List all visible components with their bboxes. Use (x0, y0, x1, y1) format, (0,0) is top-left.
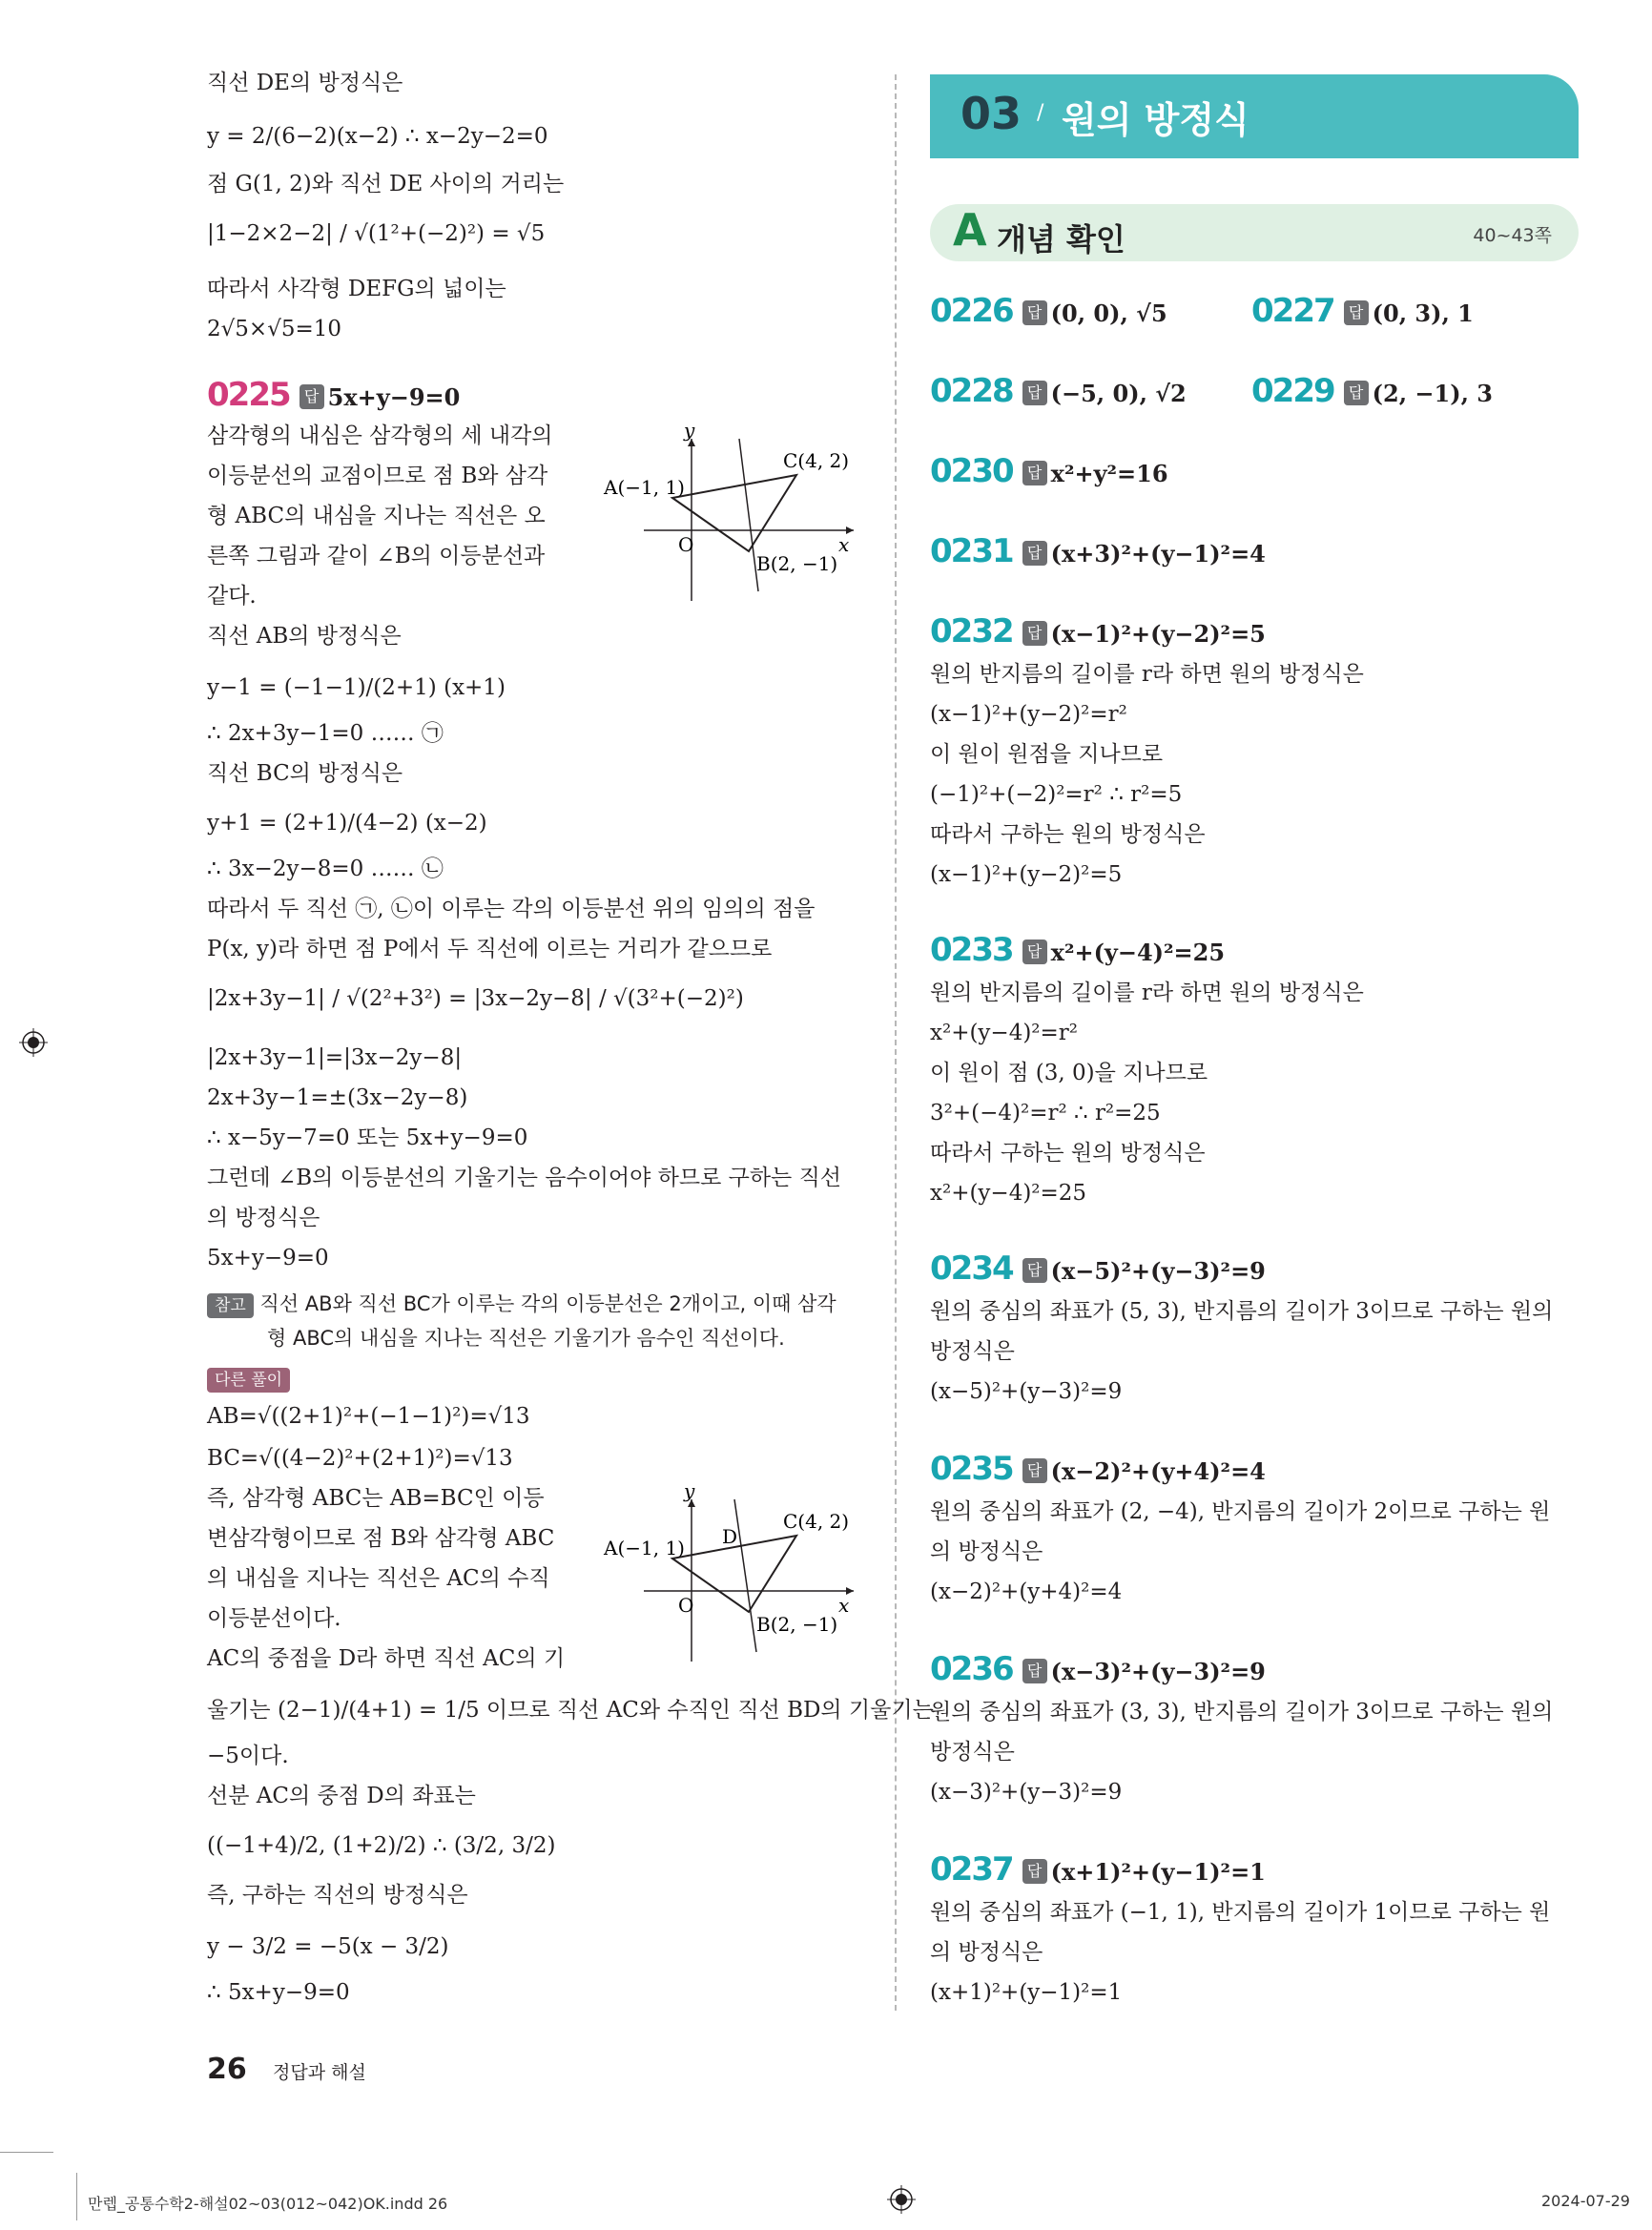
text-line: 삼각형의 내심은 삼각형의 세 내각의 (207, 423, 553, 448)
point-a-label: A(−1, 1) (604, 476, 685, 499)
question-number: 0235 (930, 1450, 1013, 1488)
text-line: 의 방정식은 (930, 1539, 1043, 1564)
equation-line: |1−2×2−2| / √(1²+(−2)²) = √5 (207, 221, 546, 246)
concept-pages: 40~43쪽 (1473, 225, 1552, 246)
equation-line: AB=√((2+1)²+(−1−1)²)=√13 (207, 1404, 530, 1429)
text-line: 직선 BC의 방정식은 (207, 761, 403, 786)
answer-badge: 답 (1022, 621, 1047, 646)
text-line: 원의 중심의 좌표가 (2, −4), 반지름의 길이가 2이므로 구하는 원 (930, 1499, 1551, 1524)
answer-text: x²+y²=16 (1050, 460, 1168, 487)
answer-text: (−5, 0), √2 (1050, 380, 1187, 407)
equation-line: x²+(y−4)²=25 (930, 1181, 1087, 1206)
text-line: 따라서 구하는 원의 방정식은 (930, 1141, 1206, 1166)
point-a-label: A(−1, 1) (604, 1537, 685, 1559)
question-229 (1251, 372, 1493, 416)
question-228 (930, 372, 1187, 416)
triangle-figure-with-midpoint (596, 1480, 873, 1671)
equation-line: (x−2)²+(y+4)²=4 (930, 1580, 1123, 1604)
answer-badge: 답 (1022, 300, 1047, 325)
answer-badge: 답 (1022, 381, 1047, 405)
section-number: 03 (960, 88, 1022, 139)
answer-text: (2, −1), 3 (1372, 380, 1493, 407)
text-line: 점 G(1, 2)와 직선 DE 사이의 거리는 (207, 172, 565, 196)
question-number: 0229 (1251, 372, 1334, 410)
point-b-label: B(2, −1) (756, 552, 838, 575)
answer-badge: 답 (1344, 300, 1369, 325)
question-235 (930, 1450, 1266, 1494)
answer-text: 5x+y−9=0 (327, 383, 461, 411)
text-line: 직선 AB의 방정식은 (207, 624, 402, 649)
print-file-name: 만렙_공통수학2-해설02~03(012~042)OK.indd 26 (88, 2195, 448, 2213)
answer-text: (0, 0), √5 (1050, 299, 1167, 327)
question-227 (1251, 292, 1474, 336)
text-line: 따라서 두 직선 ㉠, ㉡이 이루는 각의 이등분선 위의 임의의 점을 (207, 897, 816, 921)
question-number: 0233 (930, 931, 1013, 969)
concept-label: 개념 확인 (997, 221, 1125, 258)
answer-badge: 답 (1022, 1258, 1047, 1283)
equation-line: ∴ 3x−2y−8=0 …… ㉡ (207, 857, 444, 881)
text-line: 울기는 (2−1)/(4+1) = 1/5 이므로 직선 AC와 수직인 직선 BD의 기울기는 (207, 1698, 934, 1723)
equation-line: 5x+y−9=0 (207, 1246, 329, 1270)
origin-label: O (678, 1594, 694, 1617)
alt-solution-header (207, 1362, 290, 1394)
text-line: 원의 반지름의 길이를 r라 하면 원의 방정식은 (930, 662, 1364, 687)
question-number: 0226 (930, 292, 1013, 330)
origin-label: O (678, 533, 694, 556)
section-slash: / (1037, 101, 1044, 125)
equation-line: y+1 = (2+1)/(4−2) (x−2) (207, 811, 487, 836)
text-line: 이 원이 원점을 지나므로 (930, 742, 1164, 767)
answer-badge: 답 (1022, 541, 1047, 566)
answer-badge: 답 (1022, 1458, 1047, 1483)
text-line: 의 방정식은 (207, 1206, 320, 1230)
section-banner (930, 74, 1579, 158)
equation-line: ∴ 5x+y−9=0 (207, 1980, 350, 2005)
answer-badge: 답 (299, 384, 324, 409)
question-number: 0236 (930, 1650, 1013, 1688)
page-label: 정답과 해설 (273, 2062, 366, 2083)
equation-line: (x−1)²+(y−2)²=5 (930, 862, 1123, 887)
text-line: 변삼각형이므로 점 B와 삼각형 ABC (207, 1526, 555, 1551)
text-line: 원의 중심의 좌표가 (5, 3), 반지름의 길이가 3이므로 구하는 원의 (930, 1299, 1554, 1324)
question-226 (930, 292, 1167, 336)
section-title: 원의 방정식 (1062, 99, 1249, 141)
equation-line: y − 3/2 = −5(x − 3/2) (207, 1934, 449, 1959)
text-line: 선분 AC의 중점 D의 좌표는 (207, 1784, 476, 1808)
text-line: 즉, 구하는 직선의 방정식은 (207, 1883, 468, 1908)
equation-line: BC=√((4−2)²+(2+1)²)=√13 (207, 1446, 513, 1471)
equation-line: (x−5)²+(y−3)²=9 (930, 1379, 1123, 1404)
answer-badge: 답 (1022, 939, 1047, 964)
registration-mark-icon (887, 2185, 916, 2214)
text-line: 원의 중심의 좌표가 (3, 3), 반지름의 길이가 3이므로 구하는 원의 (930, 1700, 1554, 1724)
question-number: 0230 (930, 452, 1013, 490)
text-line: 원의 중심의 좌표가 (−1, 1), 반지름의 길이가 1이므로 구하는 원 (930, 1900, 1551, 1925)
question-230 (930, 452, 1168, 496)
text-line: 그런데 ∠B의 이등분선의 기울기는 음수이어야 하므로 구하는 직선 (207, 1166, 842, 1190)
text-line: 따라서 구하는 원의 방정식은 (930, 822, 1206, 847)
equation-line: (−1)²+(−2)²=r² ∴ r²=5 (930, 782, 1183, 807)
question-232 (930, 612, 1266, 656)
text-line: 원의 반지름의 길이를 r라 하면 원의 방정식은 (930, 981, 1364, 1005)
x-axis-label: x (838, 1594, 850, 1617)
equation-line: 3²+(−4)²=r² ∴ r²=25 (930, 1101, 1161, 1125)
text-line: 형 ABC의 내심을 지나는 직선은 오 (207, 504, 546, 528)
x-axis-label: x (838, 533, 850, 556)
crop-mark (0, 2152, 53, 2153)
text-line: 따라서 사각형 DEFG의 넓이는 (207, 277, 506, 301)
question-234 (930, 1249, 1266, 1293)
point-d-label: D (722, 1525, 738, 1548)
text-line: AC의 중점을 D라 하면 직선 AC의 기 (207, 1646, 566, 1671)
equation-line: (x−1)²+(y−2)²=r² (930, 702, 1127, 727)
answer-badge: 답 (1022, 1859, 1047, 1884)
question-number: 0232 (930, 612, 1013, 650)
equation-line: (x+1)²+(y−1)²=1 (930, 1980, 1123, 2005)
note-text: 형 ABC의 내심을 지나는 직선은 기울기가 음수인 직선이다. (267, 1327, 785, 1350)
equation-line: y = 2/(6−2)(x−2) ∴ x−2y−2=0 (207, 124, 548, 149)
text-line: 방정식은 (930, 1740, 1015, 1765)
answer-text: (x−3)²+(y−3)²=9 (1050, 1658, 1266, 1685)
text-line: 른쪽 그림과 같이 ∠B의 이등분선과 (207, 544, 546, 568)
equation-line: ((−1+4)/2, (1+2)/2) ∴ (3/2, 3/2) (207, 1833, 556, 1858)
question-225-header (207, 376, 460, 420)
y-axis-label: y (684, 420, 695, 442)
text-line: 이등분선이다. (207, 1606, 341, 1631)
page-number: 26 (207, 2053, 247, 2086)
point-b-label: B(2, −1) (756, 1613, 838, 1636)
text-line: 이 원이 점 (3, 0)을 지나므로 (930, 1061, 1208, 1085)
note-badge: 참고 (207, 1293, 254, 1318)
equation-line: (x−3)²+(y−3)²=9 (930, 1780, 1123, 1805)
answer-text: (x−5)²+(y−3)²=9 (1050, 1257, 1266, 1285)
question-236 (930, 1650, 1266, 1694)
question-number: 0228 (930, 372, 1013, 410)
answer-badge: 답 (1344, 381, 1369, 405)
answer-text: (x−1)²+(y−2)²=5 (1050, 620, 1266, 648)
question-number: 0231 (930, 532, 1013, 570)
text-line: 즉, 삼각형 ABC는 AB=BC인 이등 (207, 1486, 545, 1511)
text-line: 방정식은 (930, 1339, 1015, 1364)
question-233 (930, 931, 1225, 975)
answer-badge: 답 (1022, 461, 1047, 485)
crop-mark (76, 2173, 77, 2220)
registration-mark-icon (19, 1028, 48, 1057)
y-axis-label: y (684, 1480, 695, 1502)
text-line: 의 방정식은 (930, 1940, 1043, 1965)
question-number: 0225 (207, 376, 290, 414)
print-date: 2024-07-29 (1541, 2192, 1630, 2210)
answer-badge: 답 (1022, 1659, 1047, 1683)
note-text: 직선 AB와 직선 BC가 이루는 각의 이등분선은 2개이고, 이때 삼각 (259, 1292, 836, 1315)
alt-solution-badge: 다른 풀이 (207, 1368, 290, 1393)
text-line: 같다. (207, 584, 257, 609)
note-line (207, 1288, 836, 1320)
answer-text: (x+3)²+(y−1)²=4 (1050, 540, 1266, 568)
text-line: 이등분선의 교점이므로 점 B와 삼각 (207, 464, 548, 488)
text-line: 직선 DE의 방정식은 (207, 71, 403, 95)
question-number: 0237 (930, 1850, 1013, 1889)
concept-check-bar (930, 204, 1579, 261)
point-c-label: C(4, 2) (783, 449, 850, 472)
equation-line: |2x+3y−1| / √(2²+3²) = |3x−2y−8| / √(3²+(−2)²) (207, 986, 744, 1011)
equation-line: ∴ 2x+3y−1=0 …… ㉠ (207, 721, 444, 746)
text-line: P(x, y)라 하면 점 P에서 두 직선에 이르는 거리가 같으므로 (207, 937, 773, 961)
text-line: −5이다. (207, 1744, 289, 1768)
text-line: 의 내심을 지나는 직선은 AC의 수직 (207, 1566, 550, 1591)
answer-text: (x−2)²+(y+4)²=4 (1050, 1457, 1266, 1485)
answer-text: (0, 3), 1 (1372, 299, 1474, 327)
equation-line: 2√5×√5=10 (207, 317, 342, 341)
question-237 (930, 1850, 1266, 1894)
concept-letter: A (953, 204, 987, 256)
equation-line: |2x+3y−1|=|3x−2y−8| (207, 1045, 463, 1070)
equation-line: y−1 = (−1−1)/(2+1) (x+1) (207, 675, 506, 700)
question-number: 0227 (1251, 292, 1334, 330)
question-number: 0234 (930, 1249, 1013, 1288)
equation-line: x²+(y−4)²=r² (930, 1021, 1079, 1045)
equation-line: 2x+3y−1=±(3x−2y−8) (207, 1085, 468, 1110)
point-c-label: C(4, 2) (783, 1510, 850, 1533)
answer-text: x²+(y−4)²=25 (1050, 939, 1226, 966)
equation-line: ∴ x−5y−7=0 또는 5x+y−9=0 (207, 1125, 528, 1150)
question-231 (930, 532, 1266, 576)
answer-text: (x+1)²+(y−1)²=1 (1050, 1858, 1266, 1886)
triangle-figure (596, 420, 873, 610)
